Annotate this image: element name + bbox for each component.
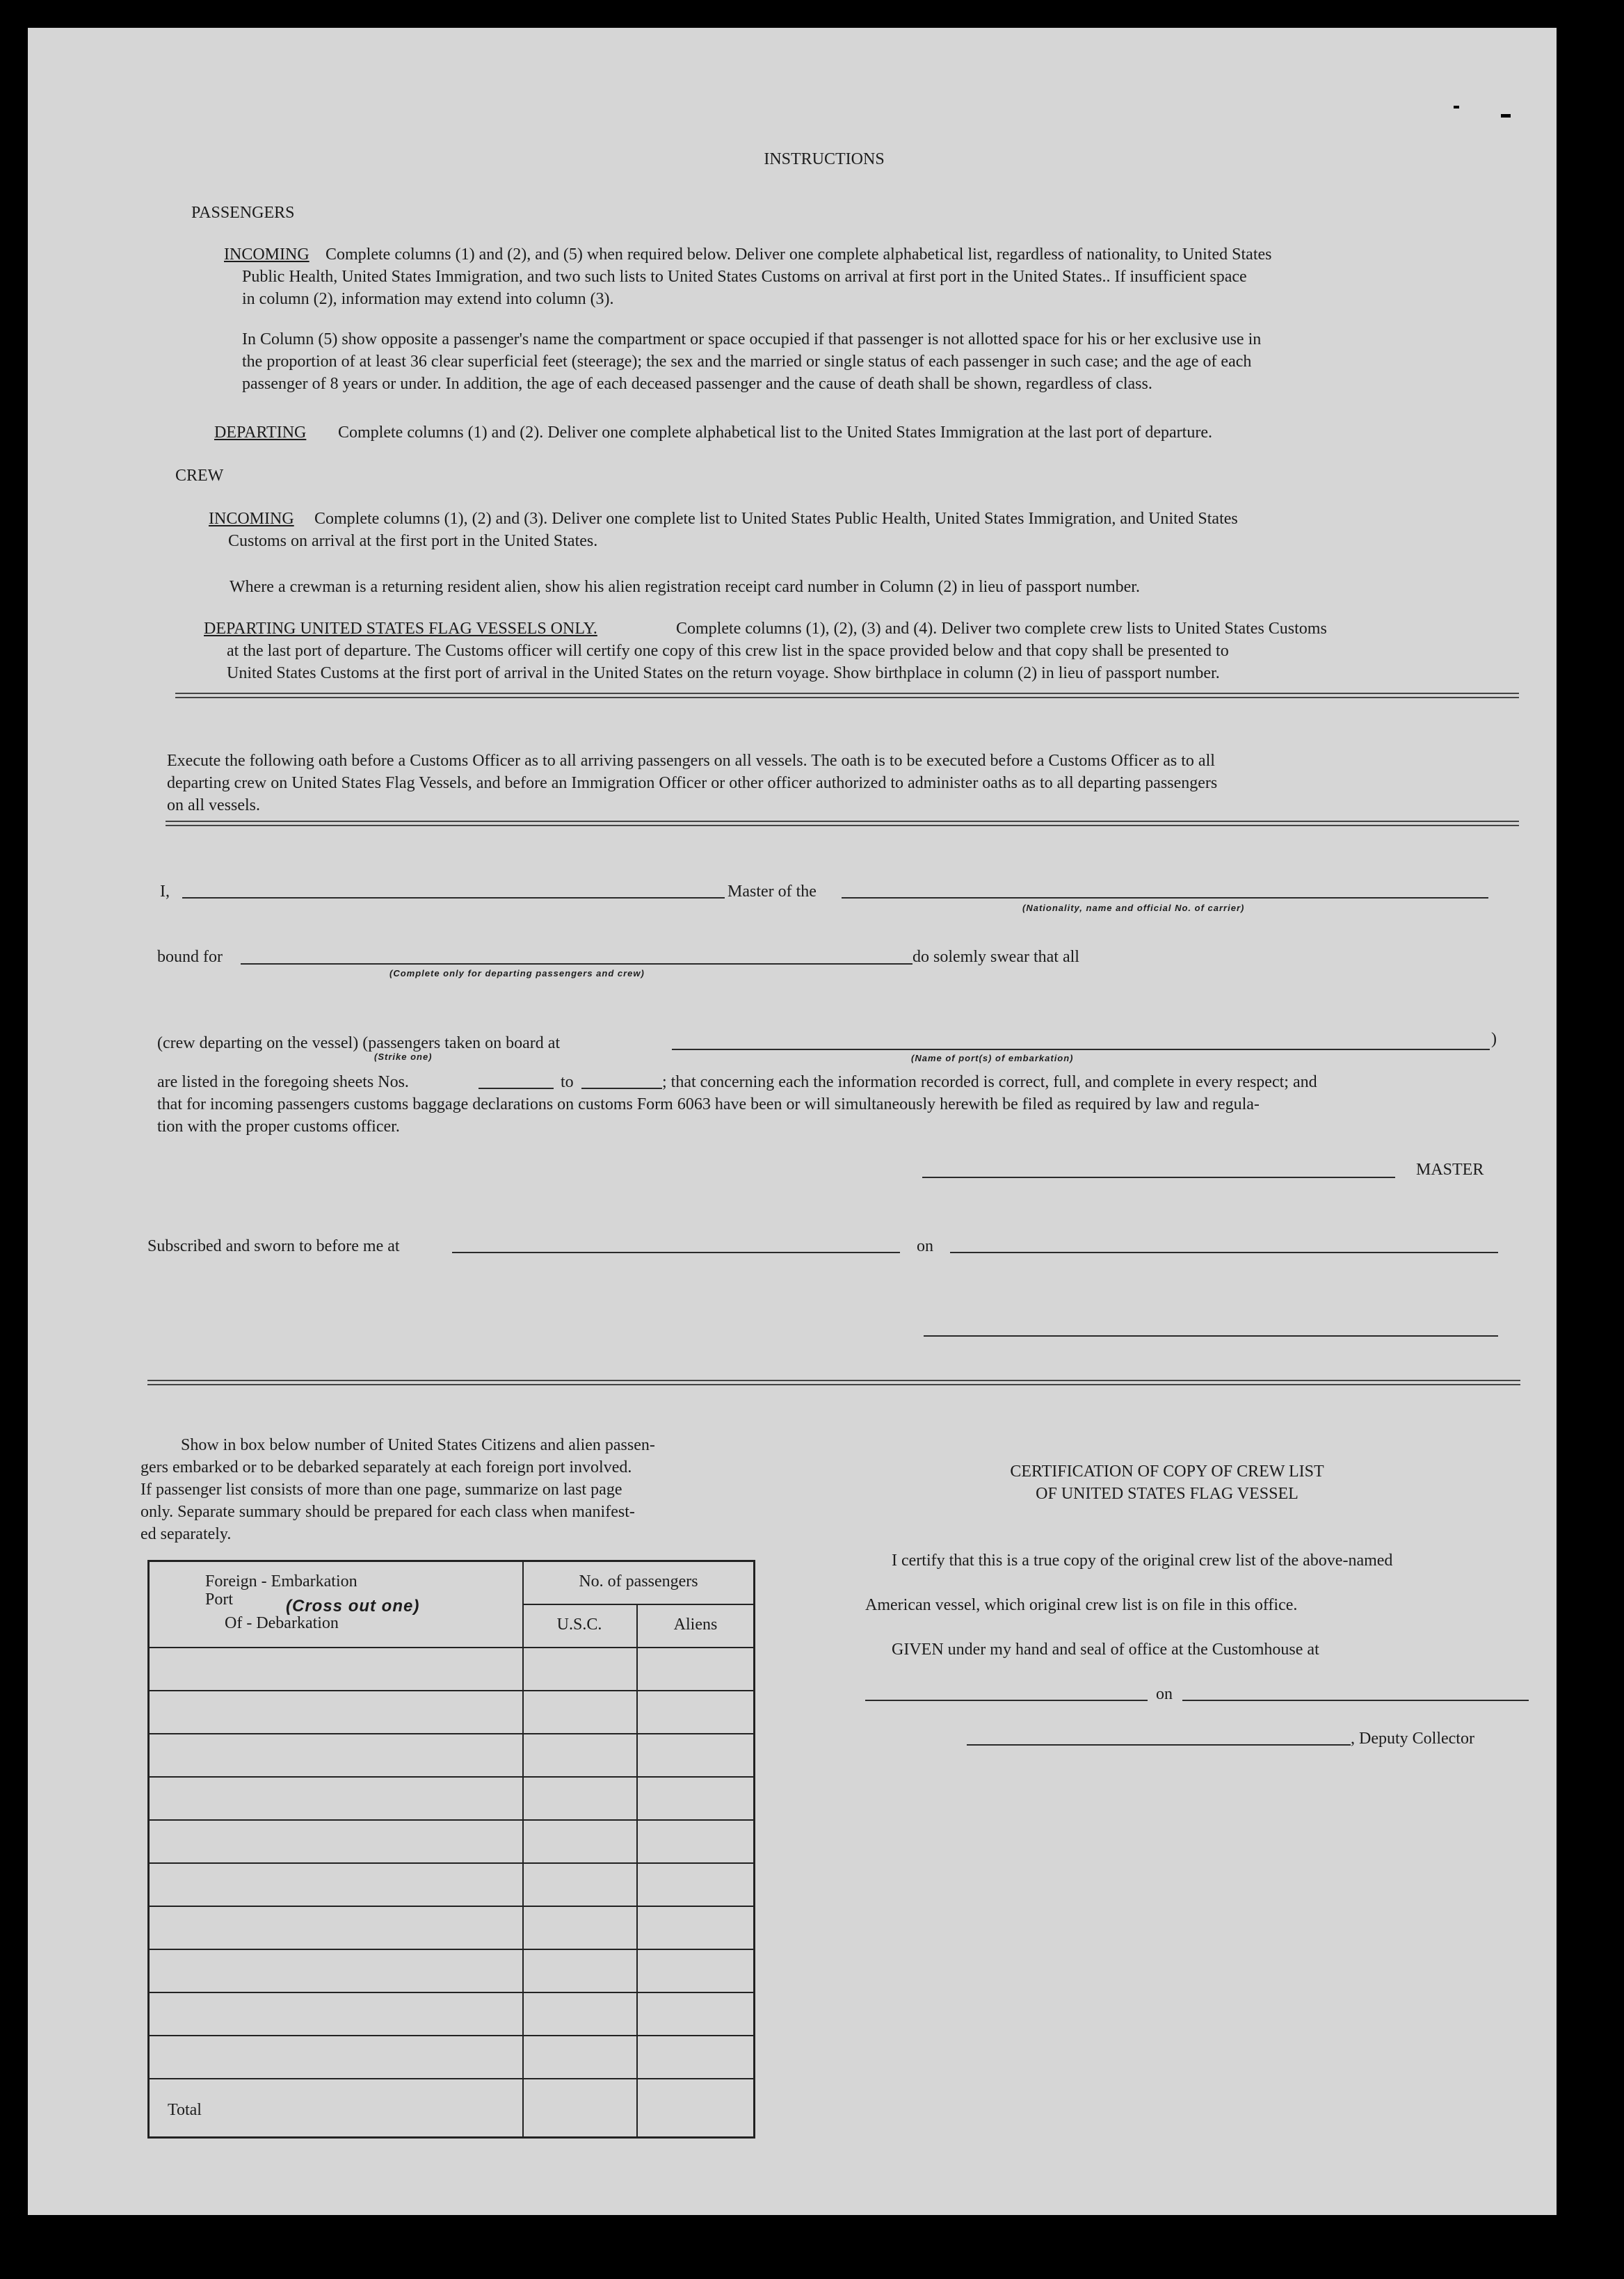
summary-line: gers embarked or to be debarked separately at each foreign port involved. — [140, 1458, 632, 1476]
sheets-to-label: to — [561, 1073, 574, 1091]
strike-one-note: (Strike one) — [374, 1052, 433, 1062]
crew-departing-label: DEPARTING UNITED STATES FLAG VESSELS ONLY. — [204, 620, 597, 638]
page-title: INSTRUCTIONS — [764, 150, 885, 168]
certification-title: CERTIFICATION OF COPY OF CREW LIST — [1010, 1463, 1324, 1481]
sworn-place-line[interactable] — [452, 1252, 900, 1253]
baggage-line: tion with the proper customs officer. — [157, 1118, 400, 1136]
master-of-label: Master of the — [727, 883, 817, 901]
oath-intro-line: on all vessels. — [167, 796, 260, 814]
officer-signature-line[interactable] — [924, 1335, 1498, 1337]
table-header-usc: U.S.C. — [556, 1616, 602, 1634]
port-note: (Name of port(s) of embarkation) — [911, 1053, 1074, 1063]
oath-intro-line: Execute the following oath before a Customs Officer as to all arriving passengers on all vessels. The oath is to be executed before a Customs Officer as to all — [167, 752, 1215, 770]
section-divider — [175, 693, 1519, 698]
certification-date-line[interactable] — [1182, 1700, 1529, 1701]
table-header-of: Of - Debarkation — [225, 1614, 339, 1632]
crew-departing-line: at the last port of departure. The Customs officer will certify one copy of this crew list in the space provided below and that copy shall be presented to — [227, 642, 1229, 660]
master-name-line[interactable] — [182, 897, 725, 899]
passengers-incoming-line: Public Health, United States Immigration, and two such lists to United States Customs on arrival at first port in the United States.. If insufficient space — [242, 268, 1247, 286]
table-total-label: Total — [168, 2101, 202, 2119]
customhouse-line[interactable] — [865, 1700, 1148, 1701]
swear-label: do solemly swear that all — [913, 948, 1079, 966]
passengers-heading: PASSENGERS — [191, 204, 295, 222]
master-signature-line[interactable] — [922, 1177, 1395, 1178]
passenger-summary-table — [147, 1560, 755, 2139]
sheet-to-line[interactable] — [581, 1088, 662, 1089]
crew-alien-note: Where a crewman is a returning resident alien, show his alien registration receipt card number in Column (2) in lieu of passport number. — [230, 578, 1140, 596]
table-header-aliens: Aliens — [673, 1616, 718, 1634]
deputy-signature-line[interactable] — [967, 1744, 1351, 1746]
summary-line: only. Separate summary should be prepared for each class when manifest- — [140, 1503, 635, 1521]
oath-i-label: I, — [160, 883, 170, 901]
section-divider — [166, 821, 1519, 826]
master-label: MASTER — [1416, 1161, 1484, 1179]
passengers-departing-label: DEPARTING — [214, 424, 307, 442]
nationality-note: (Nationality, name and official No. of carrier) — [1022, 903, 1245, 913]
form-page — [28, 28, 1557, 2215]
sheets-text: ; that concerning each the information recorded is correct, full, and complete in every respect; and — [662, 1073, 1317, 1091]
passengers-departing-text: Complete columns (1) and (2). Deliver one complete alphabetical list to the United States Immigration at the last port of departure. — [338, 424, 1212, 442]
bound-for-label: bound for — [157, 948, 223, 966]
bound-for-line[interactable] — [241, 963, 913, 965]
table-header-passengers: No. of passengers — [579, 1572, 698, 1591]
crew-incoming-line: Customs on arrival at the first port in the United States. — [228, 532, 598, 550]
crew-heading: CREW — [175, 467, 224, 485]
certification-subtitle: OF UNITED STATES FLAG VESSEL — [1036, 1485, 1299, 1503]
certification-on-label: on — [1156, 1685, 1173, 1703]
certification-line: GIVEN under my hand and seal of office at the Customhouse at — [892, 1641, 1319, 1659]
crew-departing-text: (crew departing on the vessel) (passengers taken on board at — [157, 1034, 561, 1052]
sworn-on-label: on — [917, 1237, 933, 1255]
deputy-collector-label: , Deputy Collector — [1351, 1730, 1474, 1748]
stray-mark — [1501, 114, 1511, 118]
oath-intro-line: departing crew on United States Flag Vessels, and before an Immigration Officer or other officer authorized to administer oaths as to all departing passengers — [167, 774, 1218, 792]
column5-line: In Column (5) show opposite a passenger's name the compartment or space occupied if that passenger is not allotted space for his or her exclusive use in — [242, 330, 1262, 348]
column5-line: the proportion of at least 36 clear superficial feet (steerage); the sex and the married or single status of each passenger in such case; and the age of each — [242, 353, 1252, 371]
summary-line: Show in box below number of United States Citizens and alien passen- — [181, 1436, 655, 1454]
certification-line: I certify that this is a true copy of the original crew list of the above-named — [892, 1552, 1393, 1570]
passengers-incoming-line: in column (2), information may extend into column (3). — [242, 290, 614, 308]
crew-departing-line: United States Customs at the first port of arrival in the United States on the return voyage. Show birthplace in column (2) in lieu of passport number. — [227, 664, 1220, 682]
departing-note: (Complete only for departing passengers and crew) — [389, 968, 645, 979]
passengers-incoming-label: INCOMING — [224, 245, 309, 264]
close-paren: ) — [1491, 1030, 1497, 1048]
crew-incoming-label: INCOMING — [209, 510, 294, 528]
baggage-line: that for incoming passengers customs baggage declarations on customs Form 6063 have been or will simultaneously herewith be filed as required by law and regula- — [157, 1095, 1260, 1113]
column5-line: passenger of 8 years or under. In addition, the age of each deceased passenger and the cause of death shall be shown, regardless of class. — [242, 375, 1152, 393]
table-header-cross-note: (Cross out one) — [286, 1597, 420, 1616]
table-header-port-label: Port — [205, 1591, 234, 1609]
embarkation-port-line[interactable] — [672, 1049, 1490, 1050]
subscribed-label: Subscribed and sworn to before me at — [147, 1237, 400, 1255]
sworn-date-line[interactable] — [950, 1252, 1498, 1253]
carrier-line[interactable] — [842, 897, 1488, 899]
sheets-label: are listed in the foregoing sheets Nos. — [157, 1073, 409, 1091]
table-header-port: Foreign - Embarkation — [205, 1572, 357, 1591]
crew-incoming-line: Complete columns (1), (2) and (3). Deliver one complete list to United States Public Health, United States Immigration, and United States — [314, 510, 1238, 528]
sheet-from-line[interactable] — [479, 1088, 554, 1089]
summary-line: If passenger list consists of more than one page, summarize on last page — [140, 1481, 622, 1499]
passengers-incoming-line: Complete columns (1) and (2), and (5) when required below. Deliver one complete alphabetical list, regardless of nationality, to United States — [325, 245, 1272, 264]
certification-line: American vessel, which original crew list is on file in this office. — [865, 1596, 1298, 1614]
section-divider — [147, 1380, 1520, 1385]
stray-mark — [1454, 106, 1459, 108]
summary-line: ed separately. — [140, 1525, 232, 1543]
crew-departing-line: Complete columns (1), (2), (3) and (4). Deliver two complete crew lists to United States Customs — [676, 620, 1327, 638]
